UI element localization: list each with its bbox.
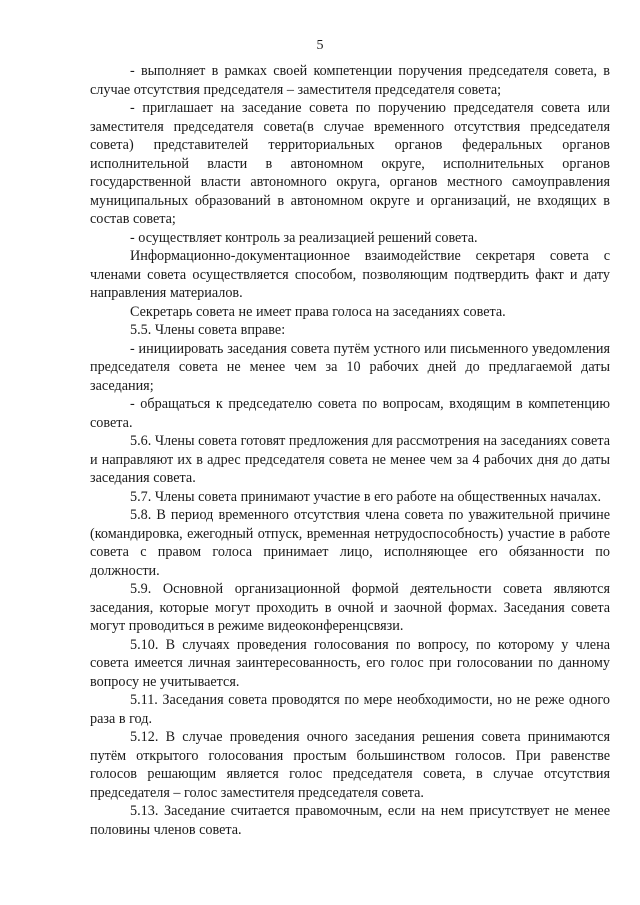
paragraph: 5.13. Заседание считается правомочным, если на нем присутствует не менее половины членов совета. xyxy=(90,803,610,838)
paragraph: 5.9. Основной организационной формой деятельности совета являются заседания, которые могут проходить в очной и заочной формах. Заседания совета могут проводиться в режиме видеоконференцсвязи. xyxy=(90,581,610,634)
document-body xyxy=(90,62,610,839)
paragraph: Секретарь совета не имеет права голоса на заседаниях совета. xyxy=(130,303,506,320)
paragraph: 5.10. В случаях проведения голосования по вопросу, по которому у члена совета имеется личная заинтересованность, его голос при голосовании по данному вопросу не учитывается. xyxy=(90,636,610,690)
paragraph: 5.11. Заседания совета проводятся по мере необходимости, но не реже одного раза в год. xyxy=(90,692,610,727)
paragraph: - инициировать заседания совета путём устного или письменного уведомления председателя совета не менее чем за 10 рабочих дней до предлагаемой даты заседания; xyxy=(90,340,610,394)
paragraph: 5.7. Члены совета принимают участие в его работе на общественных началах. xyxy=(130,488,602,505)
paragraph: 5.8. В период временного отсутствия члена совета по уважительной причине (командировка, ежегодный отпуск, временная нетрудоспособность) участие в работе совета с правом голоса принимает лицо, исполняющее его обязанности по должности. xyxy=(90,507,610,579)
paragraph: - приглашает на заседание совета по поручению председателя совета или заместителя председателя совета(в случае временного отсутствия председателя совета) представителей территориальных органов федеральных органов исполнительной власти в автономном округе, исполнительных органов государственной власти автономного округа, органов местного самоуправления муниципальных образований в автономном округе и организаций, не входящих в состав совета; xyxy=(90,100,610,227)
paragraph: 5.12. В случае проведения очного заседания решения совета принимаются путём открытого голосования простым большинством голосов. При равенстве голосов решающим является голос председателя совета, в случае отсутствия председателя – голос заместителя председателя совета. xyxy=(90,729,610,801)
paragraph: - обращаться к председателю совета по вопросам, входящим в компетенцию совета. xyxy=(90,396,610,431)
page-number: 5 xyxy=(316,38,324,53)
paragraph: Информационно-документационное взаимодействие секретаря совета с членами совета осуществляется способом, позволяющим подтвердить факт и дату направления материалов. xyxy=(90,248,610,301)
section-heading: 5.5. Члены совета вправе: xyxy=(130,322,286,338)
paragraph: - выполняет в рамках своей компетенции поручения председателя совета, в случае отсутствия председателя – заместителя председателя совета; xyxy=(90,63,610,98)
paragraph: 5.6. Члены совета готовят предложения для рассмотрения на заседаниях совета и направляют их в адрес председателя совета не менее чем за 4 рабочих дня до даты заседания совета. xyxy=(90,433,610,486)
paragraph: - осуществляет контроль за реализацией решений совета. xyxy=(130,229,478,246)
